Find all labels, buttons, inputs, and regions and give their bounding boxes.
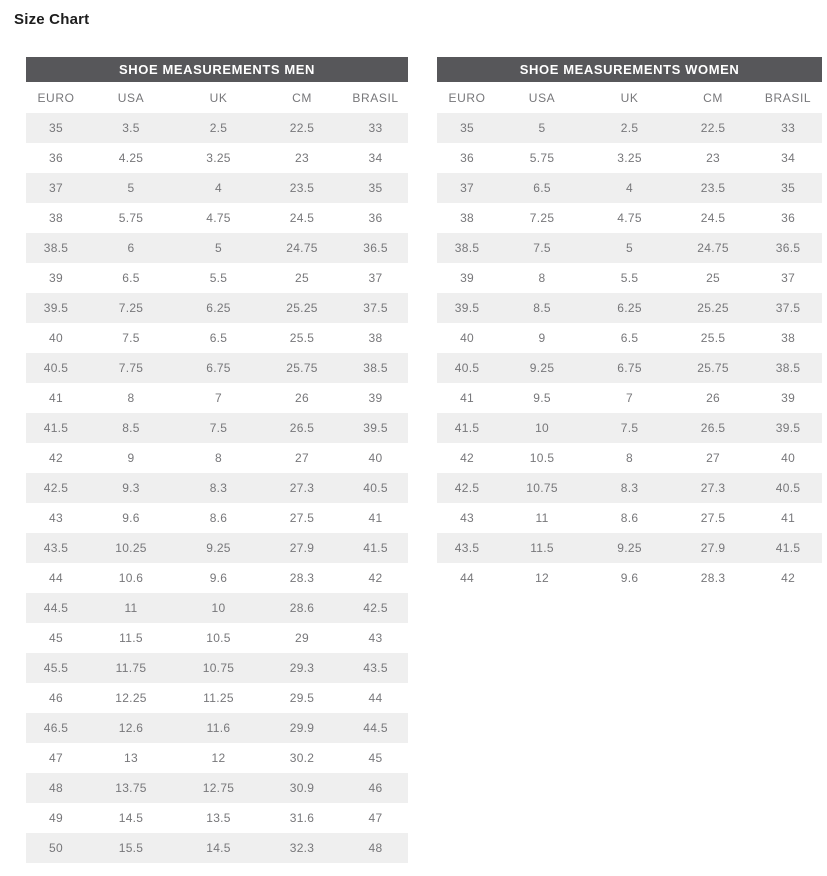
size-cell-uk: 5.5: [620, 271, 639, 285]
size-cell-usa: 14.5: [118, 811, 144, 825]
size-cell-euro: 41.5: [454, 421, 480, 435]
size-cell-euro: 44: [49, 571, 63, 585]
size-cell-brasil: 38.5: [363, 361, 388, 375]
table-row: [437, 443, 822, 473]
size-cell-cm: 26: [295, 391, 309, 405]
size-cell-brasil: 43.5: [363, 661, 388, 675]
size-cell-euro: 43: [49, 511, 63, 525]
size-cell-brasil: 44.5: [363, 721, 388, 735]
size-cell-cm: 25.5: [700, 331, 726, 345]
table-row: [26, 413, 408, 443]
size-cell-usa: 13: [124, 751, 138, 765]
table-row: [26, 263, 408, 293]
size-cell-usa: 11.5: [530, 541, 554, 555]
size-cell-usa: 7.25: [118, 301, 144, 315]
size-cell-brasil: 35: [781, 181, 796, 195]
size-cell-usa: 8: [538, 271, 546, 285]
size-cell-cm: 26.5: [700, 421, 726, 435]
table-row: [26, 653, 408, 683]
size-cell-usa: 11.5: [119, 631, 143, 645]
size-cell-brasil: 40.5: [363, 481, 388, 495]
size-cell-usa: 6.5: [533, 181, 551, 195]
size-cell-cm: 26: [706, 391, 721, 405]
size-cell-brasil: 46: [368, 781, 383, 795]
size-cell-euro: 41: [49, 391, 63, 405]
size-cell-uk: 8.3: [620, 481, 639, 495]
size-cell-usa: 10.5: [529, 451, 555, 465]
size-cell-cm: 22.5: [700, 121, 726, 135]
size-cell-euro: 37: [460, 181, 475, 195]
size-cell-euro: 40.5: [454, 361, 480, 375]
size-cell-cm: 27.3: [700, 481, 726, 495]
size-cell-euro: 48: [49, 781, 63, 795]
size-cell-euro: 40.5: [43, 361, 69, 375]
size-cell-euro: 37: [49, 181, 63, 195]
table-row: [26, 503, 408, 533]
size-cell-uk: 11.6: [206, 721, 231, 735]
size-cell-uk: 7.5: [620, 421, 639, 435]
size-cell-uk: 7: [215, 391, 222, 405]
size-cell-usa: 5.75: [529, 151, 555, 165]
size-cell-brasil: 36.5: [363, 241, 388, 255]
size-cell-cm: 25.75: [697, 361, 729, 375]
column-header-uk: UK: [587, 82, 672, 113]
size-cell-brasil: 38.5: [775, 361, 801, 375]
size-cell-euro: 42.5: [454, 481, 480, 495]
size-cell-usa: 12.25: [115, 691, 147, 705]
table-row: [26, 353, 408, 383]
size-cell-uk: 10.5: [206, 631, 231, 645]
size-cell-uk: 2.5: [209, 121, 228, 135]
size-cell-cm: 23: [295, 151, 309, 165]
size-cell-usa: 9.3: [122, 481, 140, 495]
size-cell-cm: 27.9: [700, 541, 726, 555]
size-cell-euro: 42.5: [43, 481, 69, 495]
size-cell-euro: 40: [49, 331, 63, 345]
table-row: [437, 143, 822, 173]
size-cell-euro: 44: [460, 571, 475, 585]
size-cell-usa: 10: [535, 421, 550, 435]
size-cell-euro: 45.5: [43, 661, 69, 675]
size-cell-euro: 45: [49, 631, 63, 645]
size-cell-cm: 32.3: [289, 841, 315, 855]
column-header-euro: EURO: [437, 82, 497, 113]
size-cell-uk: 8.6: [620, 511, 639, 525]
size-cell-cm: 23.5: [700, 181, 726, 195]
size-cell-brasil: 35: [368, 181, 383, 195]
size-cell-usa: 9: [127, 451, 135, 465]
men-column-header-row: [26, 82, 408, 113]
size-cell-uk: 12.75: [202, 781, 235, 795]
size-cell-brasil: 40.5: [775, 481, 801, 495]
size-cell-brasil: 40: [368, 451, 383, 465]
size-cell-cm: 30.2: [289, 751, 315, 765]
size-cell-brasil: 42.5: [363, 601, 388, 615]
size-cell-uk: 6.25: [206, 301, 231, 315]
size-cell-uk: 9.6: [209, 571, 228, 585]
size-cell-euro: 42: [460, 451, 475, 465]
size-cell-brasil: 34: [368, 151, 383, 165]
size-cell-euro: 38: [460, 211, 475, 225]
size-cell-cm: 29.3: [289, 661, 315, 675]
size-cell-brasil: 36.5: [775, 241, 801, 255]
size-cell-cm: 25: [706, 271, 721, 285]
size-cell-uk: 9.25: [206, 541, 231, 555]
table-row: [437, 353, 822, 383]
size-cell-usa: 9.5: [533, 391, 551, 405]
size-cell-uk: 5: [215, 241, 222, 255]
table-row: [26, 203, 408, 233]
size-cell-euro: 43.5: [454, 541, 480, 555]
size-cell-cm: 25.75: [286, 361, 318, 375]
size-cell-usa: 11: [535, 511, 549, 525]
size-cell-uk: 3.25: [617, 151, 642, 165]
size-cell-brasil: 39: [781, 391, 796, 405]
size-cell-euro: 46: [49, 691, 63, 705]
table-row: [437, 413, 822, 443]
size-cell-usa: 6: [127, 241, 135, 255]
size-cell-usa: 7.75: [118, 361, 144, 375]
size-cell-euro: 50: [49, 841, 63, 855]
size-cell-brasil: 33: [781, 121, 796, 135]
table-row: [437, 533, 822, 563]
size-cell-euro: 41.5: [43, 421, 69, 435]
size-cell-uk: 11.25: [203, 691, 234, 705]
size-cell-usa: 5.75: [118, 211, 144, 225]
size-cell-brasil: 42: [368, 571, 383, 585]
size-cell-brasil: 39.5: [363, 421, 388, 435]
size-cell-cm: 23: [706, 151, 721, 165]
size-cell-brasil: 42: [781, 571, 796, 585]
table-row: [26, 443, 408, 473]
size-cell-uk: 12: [211, 751, 226, 765]
size-cell-brasil: 36: [368, 211, 383, 225]
size-cell-usa: 10.6: [118, 571, 144, 585]
size-cell-euro: 46.5: [43, 721, 69, 735]
table-row: [26, 173, 408, 203]
size-cell-uk: 4: [626, 181, 634, 195]
size-cell-cm: 28.3: [289, 571, 315, 585]
size-cell-uk: 10.75: [202, 661, 235, 675]
size-cell-cm: 27.9: [289, 541, 315, 555]
table-row: [26, 383, 408, 413]
table-row: [26, 743, 408, 773]
size-cell-uk: 13.5: [206, 811, 231, 825]
size-cell-cm: 24.5: [700, 211, 726, 225]
table-row: [26, 833, 408, 863]
size-cell-euro: 49: [49, 811, 63, 825]
size-cell-brasil: 48: [368, 841, 383, 855]
table-row: [437, 113, 822, 143]
size-cell-usa: 11.75: [115, 661, 147, 675]
size-cell-brasil: 40: [781, 451, 796, 465]
size-cell-uk: 6.5: [620, 331, 639, 345]
table-row: [437, 383, 822, 413]
column-header-usa: USA: [497, 82, 587, 113]
size-cell-usa: 8: [127, 391, 135, 405]
column-header-euro: EURO: [26, 82, 86, 113]
size-cell-uk: 4.75: [206, 211, 231, 225]
size-cell-cm: 27.3: [289, 481, 315, 495]
table-row: [437, 563, 822, 593]
size-cell-brasil: 37: [368, 271, 383, 285]
size-cell-euro: 43.5: [43, 541, 69, 555]
table-row: [26, 713, 408, 743]
column-header-brasil: BRASIL: [343, 82, 408, 113]
men-size-table: [26, 57, 408, 863]
size-cell-cm: 24.75: [286, 241, 318, 255]
size-cell-cm: 24.75: [697, 241, 729, 255]
size-cell-uk: 7.5: [209, 421, 228, 435]
size-cell-cm: 27.5: [289, 511, 315, 525]
size-cell-cm: 25.5: [289, 331, 315, 345]
table-row: [26, 293, 408, 323]
size-cell-uk: 6.75: [206, 361, 231, 375]
size-cell-brasil: 36: [781, 211, 796, 225]
size-cell-brasil: 37: [781, 271, 796, 285]
size-cell-euro: 38.5: [43, 241, 69, 255]
size-cell-usa: 10.75: [526, 481, 558, 495]
size-cell-usa: 7.5: [533, 241, 551, 255]
size-cell-cm: 22.5: [289, 121, 315, 135]
table-row: [26, 473, 408, 503]
size-cell-usa: 7.25: [529, 211, 555, 225]
size-cell-usa: 4.25: [118, 151, 144, 165]
table-row: [26, 563, 408, 593]
size-cell-euro: 35: [460, 121, 475, 135]
size-cell-usa: 9.6: [122, 511, 140, 525]
table-row: [437, 293, 822, 323]
size-cell-brasil: 41: [781, 511, 796, 525]
size-cell-cm: 23.5: [289, 181, 315, 195]
size-cell-uk: 5.5: [209, 271, 228, 285]
size-cell-cm: 28.6: [289, 601, 315, 615]
size-cell-uk: 5: [626, 241, 634, 255]
men-table-title: SHOE MEASUREMENTS MEN: [26, 57, 408, 82]
table-row: [437, 503, 822, 533]
table-row: [437, 233, 822, 263]
size-cell-brasil: 41.5: [775, 541, 801, 555]
size-cell-brasil: 47: [368, 811, 383, 825]
size-cell-euro: 36: [460, 151, 475, 165]
size-cell-cm: 29.5: [289, 691, 315, 705]
size-cell-cm: 27: [706, 451, 721, 465]
size-cell-euro: 41: [460, 391, 475, 405]
size-cell-euro: 39: [460, 271, 475, 285]
table-row: [26, 623, 408, 653]
table-row: [26, 593, 408, 623]
size-cell-brasil: 38: [781, 331, 796, 345]
size-cell-usa: 7.5: [122, 331, 140, 345]
table-row: [26, 113, 408, 143]
size-cell-euro: 35: [49, 121, 63, 135]
table-row: [26, 533, 408, 563]
size-cell-cm: 25.25: [286, 301, 318, 315]
size-cell-brasil: 34: [781, 151, 796, 165]
table-row: [437, 323, 822, 353]
size-cell-cm: 29.9: [289, 721, 315, 735]
size-cell-uk: 8.3: [209, 481, 228, 495]
size-cell-usa: 11: [124, 601, 138, 615]
size-cell-cm: 31.6: [289, 811, 315, 825]
size-cell-euro: 39.5: [43, 301, 69, 315]
page-title: Size Chart: [14, 11, 90, 28]
size-cell-usa: 12.6: [118, 721, 144, 735]
size-cell-euro: 42: [49, 451, 63, 465]
size-cell-euro: 38: [49, 211, 63, 225]
size-cell-uk: 9.25: [617, 541, 642, 555]
size-cell-usa: 8.5: [533, 301, 551, 315]
column-header-cm: CM: [672, 82, 754, 113]
size-cell-brasil: 44: [368, 691, 383, 705]
size-cell-uk: 9.6: [620, 571, 639, 585]
size-cell-cm: 30.9: [289, 781, 315, 795]
table-row: [26, 683, 408, 713]
size-cell-brasil: 41: [368, 511, 383, 525]
size-cell-brasil: 37.5: [775, 301, 801, 315]
table-row: [26, 773, 408, 803]
table-row: [437, 203, 822, 233]
size-cell-usa: 5: [127, 181, 135, 195]
women-size-table: [437, 57, 822, 593]
size-cell-uk: 14.5: [206, 841, 231, 855]
column-header-uk: UK: [176, 82, 261, 113]
size-cell-usa: 10.25: [115, 541, 147, 555]
size-cell-euro: 44.5: [43, 601, 69, 615]
size-cell-euro: 40: [460, 331, 475, 345]
size-chart-tables: [26, 57, 822, 863]
size-cell-brasil: 38: [368, 331, 383, 345]
size-cell-euro: 36: [49, 151, 63, 165]
size-cell-euro: 43: [460, 511, 475, 525]
size-cell-usa: 8.5: [122, 421, 140, 435]
size-cell-cm: 27.5: [700, 511, 726, 525]
table-row: [26, 803, 408, 833]
size-cell-usa: 13.75: [115, 781, 147, 795]
size-cell-brasil: 33: [368, 121, 383, 135]
size-cell-brasil: 45: [368, 751, 383, 765]
size-cell-uk: 6.25: [617, 301, 642, 315]
size-cell-usa: 6.5: [122, 271, 140, 285]
size-cell-euro: 39: [49, 271, 63, 285]
size-cell-uk: 8: [626, 451, 634, 465]
size-cell-usa: 12: [535, 571, 550, 585]
size-cell-usa: 9: [538, 331, 546, 345]
size-cell-cm: 28.3: [700, 571, 726, 585]
size-cell-cm: 26.5: [289, 421, 315, 435]
table-row: [437, 473, 822, 503]
size-cell-uk: 3.25: [206, 151, 231, 165]
size-cell-euro: 38.5: [454, 241, 480, 255]
size-cell-usa: 15.5: [118, 841, 144, 855]
size-cell-cm: 29: [295, 631, 309, 645]
size-cell-uk: 8: [215, 451, 222, 465]
table-row: [437, 173, 822, 203]
size-cell-uk: 2.5: [620, 121, 639, 135]
size-cell-brasil: 41.5: [363, 541, 388, 555]
column-header-brasil: BRASIL: [754, 82, 822, 113]
size-cell-cm: 25.25: [697, 301, 729, 315]
size-cell-brasil: 43: [368, 631, 383, 645]
table-row: [26, 143, 408, 173]
table-row: [26, 323, 408, 353]
size-cell-brasil: 37.5: [363, 301, 388, 315]
size-cell-uk: 4: [215, 181, 222, 195]
size-cell-euro: 39.5: [454, 301, 480, 315]
size-cell-brasil: 39.5: [775, 421, 801, 435]
women-column-header-row: [437, 82, 822, 113]
size-cell-usa: 3.5: [122, 121, 140, 135]
size-cell-cm: 27: [295, 451, 309, 465]
size-cell-usa: 5: [538, 121, 546, 135]
size-cell-usa: 9.25: [529, 361, 555, 375]
women-table-title: SHOE MEASUREMENTS WOMEN: [437, 57, 822, 82]
size-cell-uk: 4.75: [617, 211, 642, 225]
column-header-usa: USA: [86, 82, 176, 113]
size-cell-brasil: 39: [368, 391, 383, 405]
size-cell-uk: 8.6: [209, 511, 228, 525]
size-cell-uk: 10: [211, 601, 226, 615]
size-cell-uk: 7: [626, 391, 634, 405]
size-cell-uk: 6.75: [617, 361, 642, 375]
column-header-cm: CM: [261, 82, 343, 113]
size-cell-uk: 6.5: [209, 331, 228, 345]
table-row: [26, 233, 408, 263]
table-row: [437, 263, 822, 293]
size-cell-cm: 25: [295, 271, 309, 285]
size-cell-cm: 24.5: [289, 211, 315, 225]
size-cell-euro: 47: [49, 751, 63, 765]
